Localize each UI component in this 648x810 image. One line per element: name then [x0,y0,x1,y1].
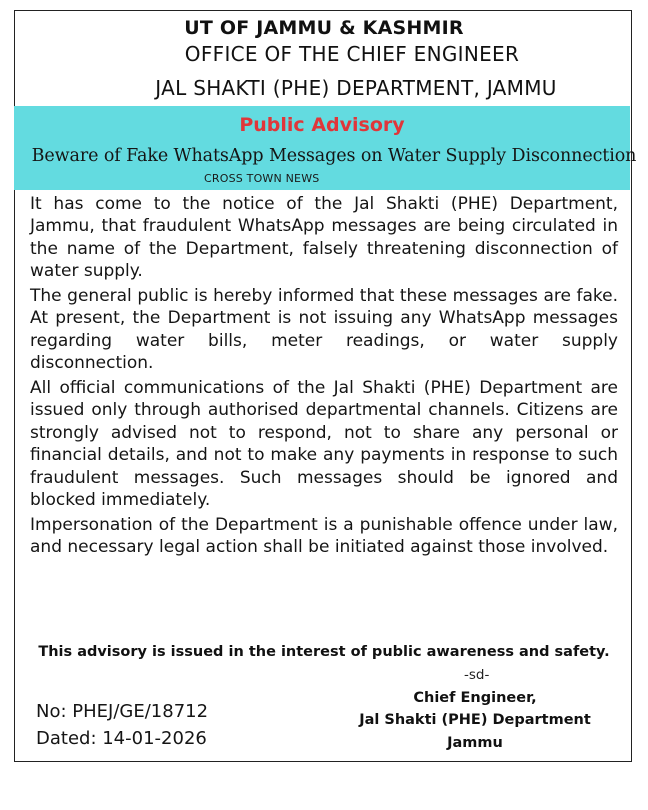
signatory-location: Jammu [447,735,503,751]
signatory-department: Jal Shakti (PHE) Department [359,712,591,728]
header-department-name: JAL SHAKTI (PHE) DEPARTMENT, JAMMU [155,76,557,100]
body-paragraph: It has come to the notice of the Jal Shakti (PHE) Department, Jammu, that fraudulent WhatsApp messages are being circulated in the name of the Department, falsely threatening disconnection of water supply. [30,194,618,282]
signature-mark: -sd- [464,667,490,683]
advisory-subtitle: Beware of Fake WhatsApp Messages on Water Supply Disconnection [31,146,637,166]
reference-number: No: PHEJ/GE/18712 [36,701,209,722]
body-paragraph: All official communications of the Jal Shakti (PHE) Department are issued only through authorised departmental channels. Citizens are strongly advised not to respond, not to share any personal or financial details, and not to make any payments in response to such fraudulent messages. Such messages should be ignored and blocked immediately. [30,378,618,511]
signatory-title: Chief Engineer, [413,690,537,706]
advisory-body [30,193,618,561]
body-paragraph: Impersonation of the Department is a punishable offence under law, and necessary legal action shall be initiated against those involved. [30,514,618,558]
header-office-name: OFFICE OF THE CHIEF ENGINEER [184,42,520,66]
body-paragraph: The general public is hereby informed that these messages are fake. At present, the Department is not issuing any WhatsApp messages regarding water bills, meter readings, or water supply disconnection. [30,286,618,374]
advisory-banner [14,106,637,190]
closing-statement: This advisory is issued in the interest of public awareness and safety. [38,644,610,660]
reference-date: Dated: 14-01-2026 [36,728,207,749]
source-watermark: CROSS TOWN NEWS [204,172,320,185]
advisory-title: Public Advisory [239,114,405,136]
header-ut-name: UT OF JAMMU & KASHMIR [184,17,464,39]
